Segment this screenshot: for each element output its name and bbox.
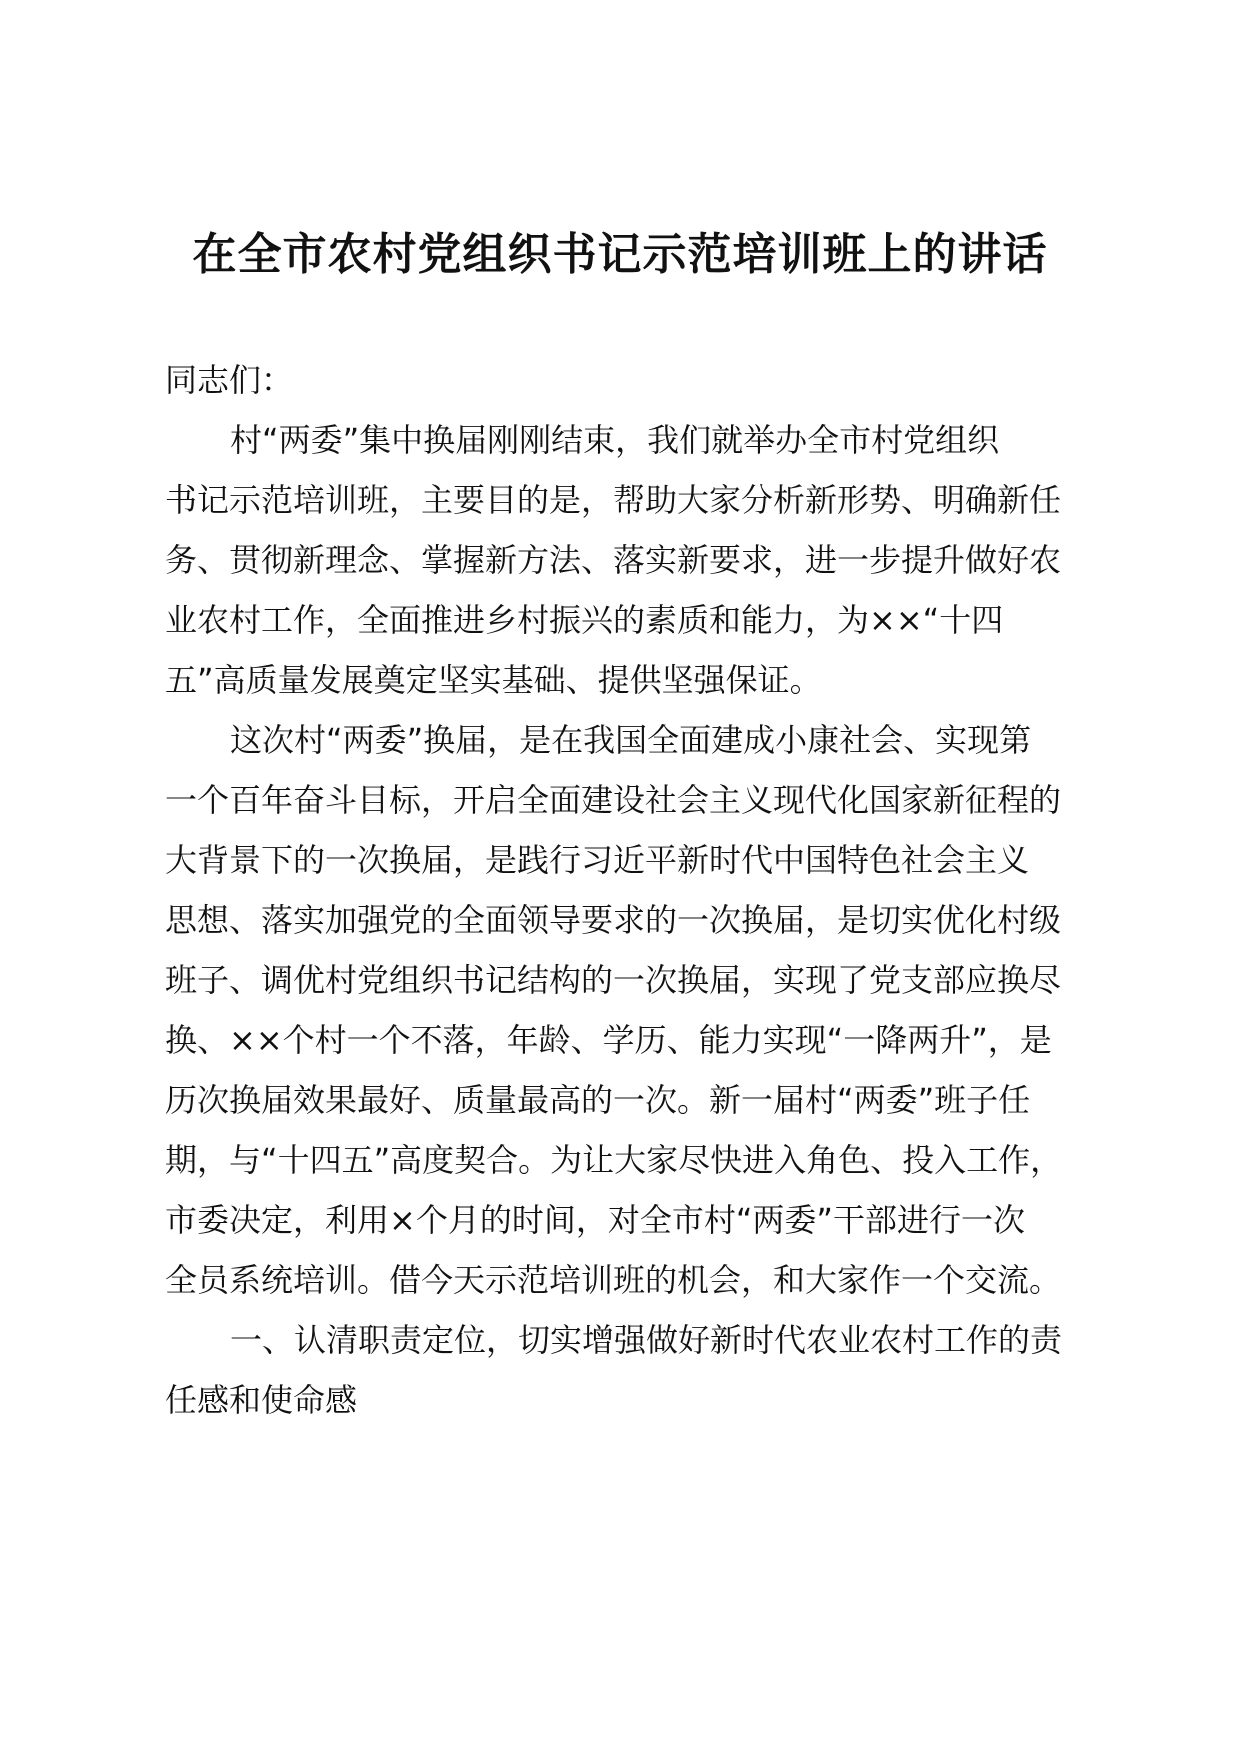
- paragraph-2-line-3: 大背景下的一次换届，是践行习近平新时代中国特色社会主义: [165, 841, 1030, 879]
- paragraph-2-line-7: 历次换届效果最好、质量最高的一次。新一届村“两委”班子任: [165, 1081, 1031, 1119]
- paragraph-2-line-9: 市委决定，利用×个月的时间，对全市村“两委”干部进行一次: [165, 1201, 1025, 1239]
- paragraph-2-line-10: 全员系统培训。借今天示范培训班的机会，和大家作一个交流。: [165, 1261, 1062, 1299]
- paragraph-1-line-4: 业农村工作，全面推进乡村振兴的素质和能力，为××“十四: [165, 601, 1004, 639]
- paragraph-2-line-6: 换、××个村一个不落，年龄、学历、能力实现“一降两升”，是: [165, 1021, 1052, 1059]
- paragraph-2-line-4: 思想、落实加强党的全面领导要求的一次换届，是切实优化村级: [165, 901, 1062, 939]
- paragraph-2-line-1: 这次村“两委”换届，是在我国全面建成小康社会、实现第: [230, 721, 1032, 759]
- paragraph-1-line-3: 务、贯彻新理念、掌握新方法、落实新要求，进一步提升做好农: [165, 541, 1062, 579]
- section-heading-line-1: 一、认清职责定位，切实增强做好新时代农业农村工作的责: [230, 1321, 1063, 1359]
- paragraph-1-line-2: 书记示范培训班，主要目的是，帮助大家分析新形势、明确新任: [165, 481, 1062, 519]
- paragraph-2-line-2: 一个百年奋斗目标，开启全面建设社会主义现代化国家新征程的: [165, 781, 1062, 819]
- paragraph-2-line-5: 班子、调优村党组织书记结构的一次换届，实现了党支部应换尽: [165, 961, 1062, 999]
- section-heading-line-2: 任感和使命感: [165, 1381, 358, 1419]
- page-title: 在全市农村党组织书记示范培训班上的讲话: [192, 229, 1048, 280]
- paragraph-2-line-8: 期，与“十四五”高度契合。为让大家尽快进入角色、投入工作，: [165, 1141, 1063, 1179]
- paragraph-1-line-1: 村“两委”集中换届刚刚结束，我们就举办全市村党组织: [230, 421, 1000, 459]
- paragraph-1-line-5: 五”高质量发展奠定坚实基础、提供坚强保证。: [165, 661, 822, 699]
- salutation: 同志们：: [165, 361, 294, 399]
